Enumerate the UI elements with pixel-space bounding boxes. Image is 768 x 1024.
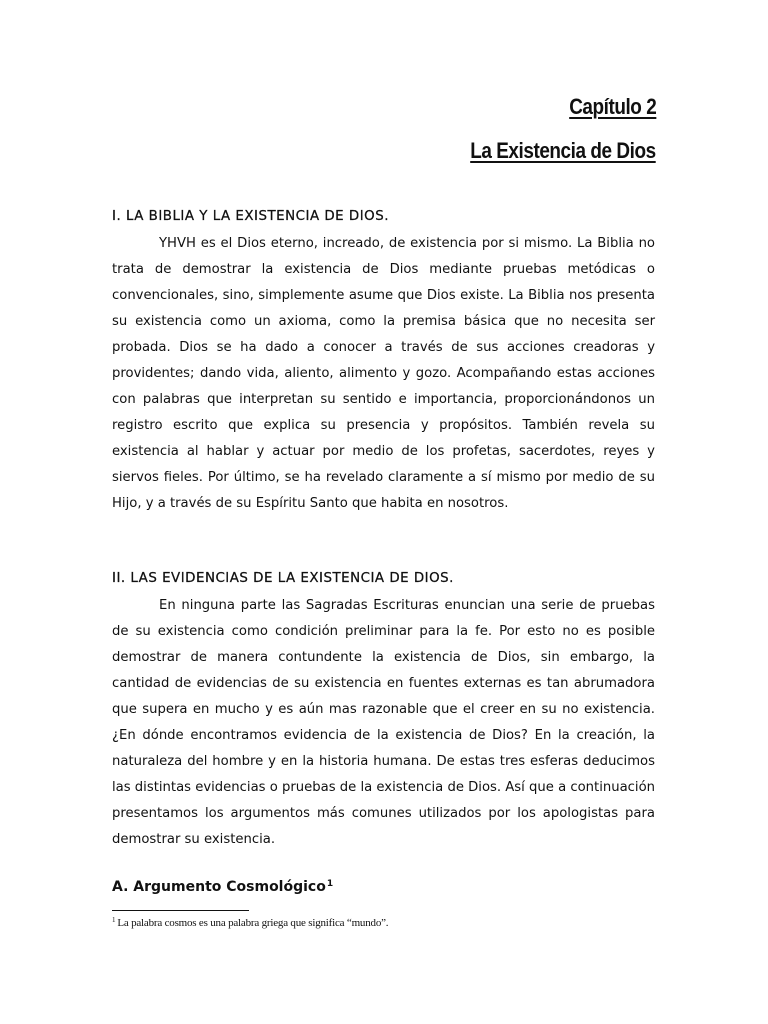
footnote-reference[interactable]: 1: [326, 879, 334, 889]
footnote-text: La palabra cosmos es una palabra griega que significa “mundo”.: [117, 917, 389, 929]
chapter-number: Capítulo 2: [568, 94, 656, 119]
subsection-heading-cosmologico: [112, 879, 333, 895]
footnote-separator: [112, 910, 249, 911]
chapter-title: La Existencia de Dios: [470, 138, 656, 163]
footnote-marker: 1: [112, 916, 116, 924]
section-heading-biblia: I. LA BIBLIA Y LA EXISTENCIA DE DIOS.: [112, 209, 389, 224]
section-heading-evidencias: II. LAS EVIDENCIAS DE LA EXISTENCIA DE DIOS.: [112, 571, 454, 586]
footnote: [112, 916, 388, 929]
subsection-heading-text: A. Argumento Cosmológico: [112, 879, 326, 895]
section-paragraph-evidencias: En ninguna parte las Sagradas Escrituras enuncian una serie de pruebas de su existencia como condición preliminar para la fe. Por esto no es posible demostrar de manera contundente la existencia de Dios, sin embargo, la cantidad de evidencias de su existencia en fuentes externas es tan abrumadora que supera en mucho y es aún mas razonable que el creer en su no existencia. ¿En dónde encontramos evidencia de la existencia de Dios? En la creación, la naturaleza del hombre y en la historia humana. De estas tres esferas deducimos las distintas evidencias o pruebas de la existencia de Dios. Así que a continuación presentamos los argumentos más comunes utilizados por los apologistas para demostrar su existencia.: [112, 598, 655, 847]
section-paragraph-biblia: YHVH es el Dios eterno, increado, de existencia por si mismo. La Biblia no trata de demostrar la existencia de Dios mediante pruebas metódicas o convencionales, sino, simplemente asume que Dios existe. La Biblia nos presenta su existencia como un axioma, como la premisa básica que no necesita ser probada. Dios se ha dado a conocer a través de sus acciones creadoras y providentes; dando vida, aliento, alimento y gozo. Acompañando estas acciones con palabras que interpretan su sentido e importancia, proporcionándonos un registro escrito que explica su presencia y propósitos. También revela su existencia al hablar y actuar por medio de los profetas, sacerdotes, reyes y siervos fieles. Por último, se ha revelado claramente a sí mismo por medio de su Hijo, y a través de su Espíritu Santo que habita en nosotros.: [112, 236, 655, 511]
